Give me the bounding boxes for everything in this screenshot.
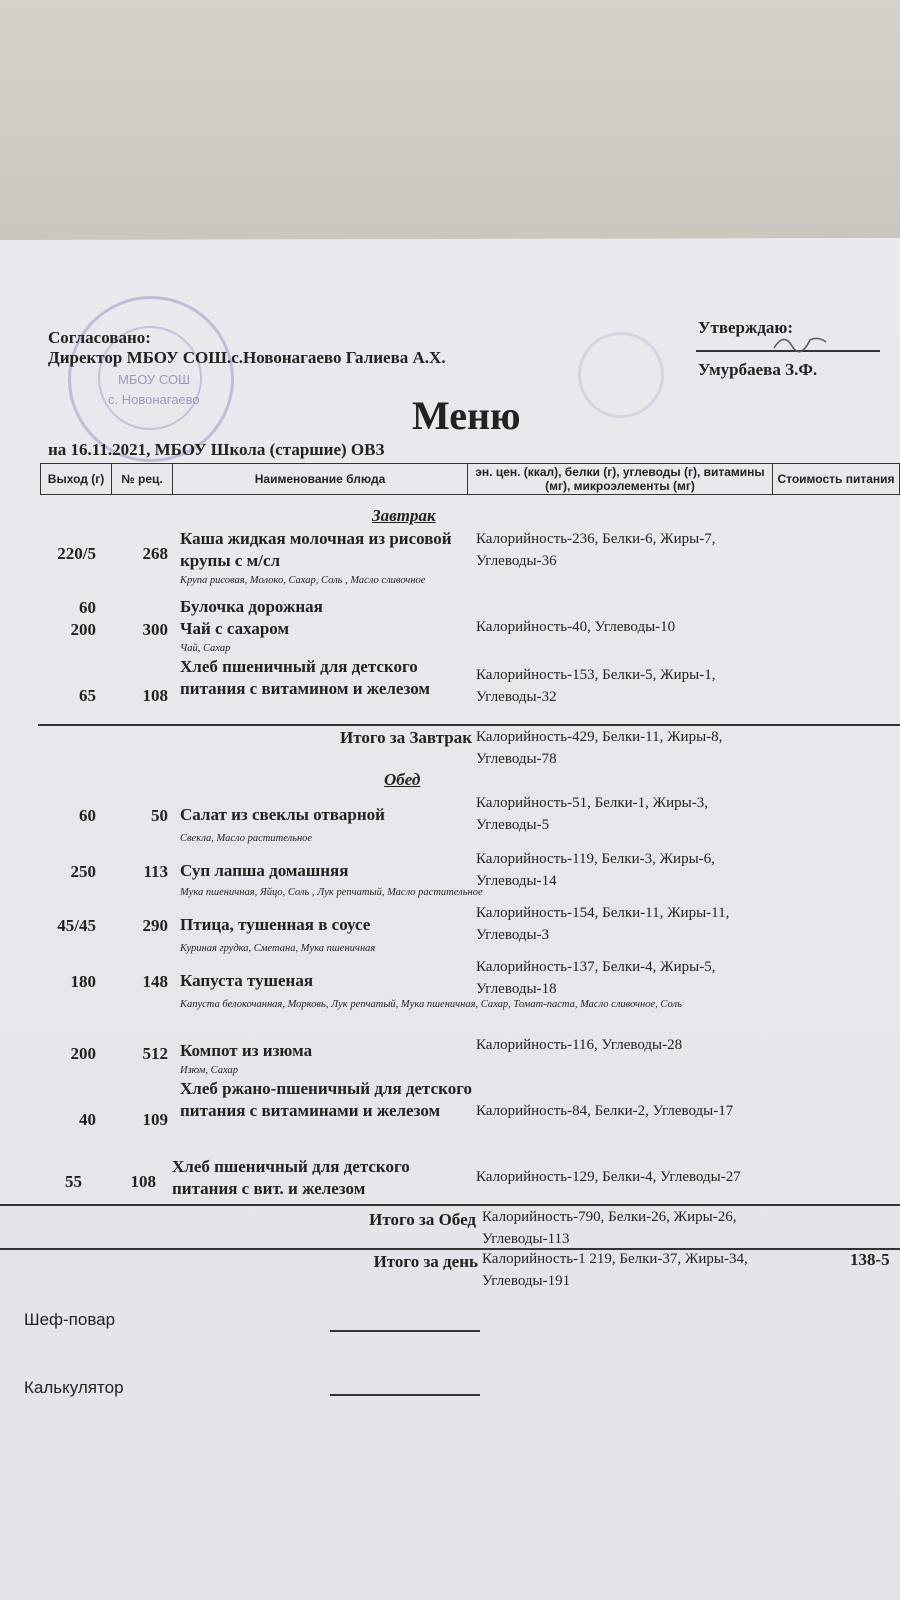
agreed-label: Согласовано: — [48, 328, 151, 347]
col-cost: Стоимость питания — [773, 464, 900, 495]
item-out: 60 — [79, 806, 96, 825]
item-out: 200 — [70, 620, 96, 639]
col-nutr: эн. цен. (ккал), белки (г), углеводы (г), витамины (мг), микроэлементы (мг) — [468, 464, 773, 495]
col-name: Наименование блюда — [173, 464, 468, 495]
day-cost: 138-5 — [850, 1250, 890, 1269]
item-ingredients: Крупа рисовая, Молоко, Сахар, Соль , Масло сливочное — [180, 575, 426, 586]
item-out: 200 — [70, 1044, 96, 1063]
calculator-label: Калькулятор — [24, 1378, 124, 1397]
section-lunch: Обед — [384, 770, 421, 789]
stamp-text-2: с. Новонагаево — [108, 392, 200, 407]
item-nutrition: Калорийность-119, Белки-3, Жиры-6, Углеводы-14 — [476, 851, 715, 889]
item-out: 40 — [79, 1110, 96, 1129]
item-name: Салат из свеклы отварной — [180, 805, 385, 824]
lunch-total-label: Итого за Обед — [369, 1210, 476, 1229]
item-ingredients: Свекла, Масло растительное — [180, 833, 313, 844]
breakfast-total: Калорийность-429, Белки-11, Жиры-8, Углеводы-78 — [476, 729, 723, 767]
item-nutrition: Калорийность-129, Белки-4, Углеводы-27 — [476, 1169, 741, 1185]
item-nutrition: Калорийность-153, Белки-5, Жиры-1, Углеводы-32 — [476, 667, 716, 705]
item-ingredients: Изюм, Сахар — [180, 1065, 238, 1076]
item-rec: 50 — [151, 806, 168, 825]
chef-signature-line — [330, 1330, 480, 1332]
item-name: Булочка дорожная — [180, 597, 323, 616]
item-name: Хлеб ржано-пшеничный для детского питания с витаминами и железом — [180, 1079, 473, 1120]
item-rec: 300 — [142, 620, 168, 639]
page-subtitle: на 16.11.2021, МБОУ Школа (старшие) ОВЗ — [48, 440, 385, 459]
item-ingredients: Мука пшеничная, Яйцо, Соль , Лук репчатый, Масло растительное — [180, 887, 483, 898]
item-name: Каша жидкая молочная из рисовой крупы с м/сл — [180, 529, 452, 570]
item-nutrition: Калорийность-84, Белки-2, Углеводы-17 — [476, 1103, 734, 1119]
page-title: Меню — [412, 393, 521, 438]
faint-stamp — [578, 332, 664, 418]
calculator-signature-line — [330, 1394, 480, 1396]
wall-background — [0, 0, 900, 260]
stamp-text-1: МБОУ СОШ — [118, 372, 191, 387]
item-out: 45/45 — [57, 916, 96, 935]
item-nutrition: Калорийность-40, Углеводы-10 — [476, 619, 676, 635]
item-nutrition: Калорийность-116, Углеводы-28 — [476, 1037, 683, 1053]
item-rec: 512 — [142, 1044, 168, 1063]
item-name: Хлеб пшеничный для детского питания с витамином и железом — [180, 657, 430, 698]
table-header — [40, 463, 900, 495]
item-rec: 108 — [130, 1172, 156, 1191]
approver-name: Умурбаева З.Ф. — [698, 360, 818, 379]
item-ingredients: Куриная грудка, Сметана, Мука пшеничная — [180, 943, 376, 954]
item-name: Чай с сахаром — [180, 619, 290, 638]
item-out: 65 — [79, 686, 96, 705]
item-nutrition: Калорийность-154, Белки-11, Жиры-11, Углеводы-3 — [476, 905, 730, 943]
item-rec: 290 — [142, 916, 168, 935]
item-nutrition: Калорийность-236, Белки-6, Жиры-7, Углеводы-36 — [476, 531, 716, 569]
item-rec: 268 — [142, 544, 168, 563]
item-out: 220/5 — [57, 544, 96, 563]
chef-label: Шеф-повар — [24, 1310, 116, 1329]
item-out: 60 — [79, 598, 96, 617]
item-name: Компот из изюма — [180, 1041, 313, 1060]
item-nutrition: Калорийность-137, Белки-4, Жиры-5, Углеводы-18 — [476, 959, 716, 997]
director-line: Директор МБОУ СОШ.с.Новонагаево Галиева А.Х. — [48, 348, 446, 367]
day-total-label: Итого за день — [373, 1252, 478, 1271]
lunch-total: Калорийность-790, Белки-26, Жиры-26, Углеводы-113 — [482, 1209, 737, 1247]
col-rec: № рец. — [112, 464, 173, 495]
item-ingredients: Капуста белокочанная, Морковь, Лук репчатый, Мука пшеничная, Сахар, Томат-паста, Масло сливочное, Соль — [180, 999, 682, 1010]
item-name: Птица, тушенная в соусе — [180, 915, 371, 934]
item-rec: 108 — [142, 686, 168, 705]
approve-label: Утверждаю: — [698, 318, 794, 337]
day-total: Калорийность-1 219, Белки-37, Жиры-34, Углеводы-191 — [482, 1251, 748, 1289]
item-out: 180 — [70, 972, 96, 991]
section-breakfast: Завтрак — [372, 506, 436, 525]
item-name: Хлеб пшеничный для детского питания с вит. и железом — [172, 1157, 410, 1198]
item-out: 55 — [65, 1172, 82, 1191]
signature — [770, 330, 830, 354]
item-name: Суп лапша домашняя — [180, 861, 349, 880]
col-out: Выход (г) — [41, 464, 112, 495]
item-nutrition: Калорийность-51, Белки-1, Жиры-3, Углеводы-5 — [476, 795, 708, 833]
item-name: Капуста тушеная — [180, 971, 314, 990]
item-rec: 109 — [142, 1110, 168, 1129]
item-rec: 113 — [143, 862, 168, 881]
item-out: 250 — [70, 862, 96, 881]
item-ingredients: Чай, Сахар — [180, 643, 231, 654]
item-rec: 148 — [142, 972, 168, 991]
breakfast-total-label: Итого за Завтрак — [339, 728, 472, 747]
